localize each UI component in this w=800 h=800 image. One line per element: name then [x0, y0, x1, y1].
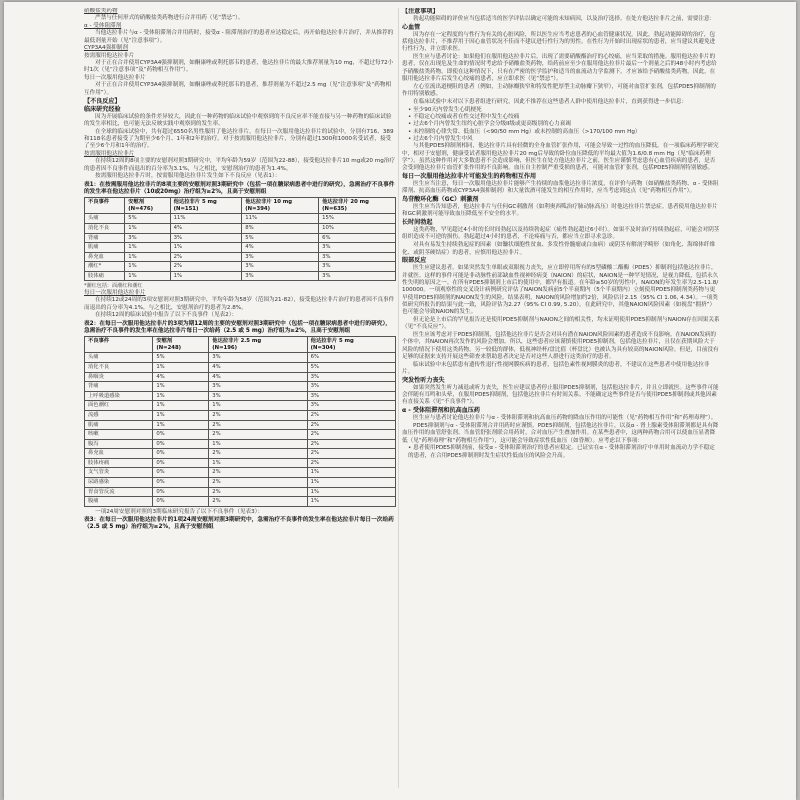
- incidence-cell: 1%: [307, 487, 395, 497]
- column-header: 安慰剂 (N=476): [125, 198, 170, 214]
- adverse-events-table-2: [84, 336, 396, 507]
- adverse-event-name: 咳嗽: [85, 430, 153, 440]
- incidence-cell: 8%: [242, 223, 319, 233]
- table-row: [85, 353, 396, 363]
- incidence-cell: 4%: [153, 372, 209, 382]
- table-2-body: [85, 353, 396, 507]
- left-end-section: [84, 509, 396, 532]
- section-heading: α - 受体阻滞剂和抗高血压药: [402, 407, 480, 415]
- incidence-cell: 1%: [170, 271, 242, 281]
- incidence-cell: 0%: [153, 430, 209, 440]
- left-intro-section: [84, 8, 396, 196]
- table-2-header-row: [85, 337, 396, 353]
- adverse-event-name: 鼻充血: [85, 252, 125, 262]
- paragraph: 医生应该考虑对于PDE5抑制剂，包括他达拉非片是否会对具有潜在NAION风险因素的患者造成不良影响。在NAION发病的个体中，其NAION再次发作的风险会增加。所以，这些患者应该谨慎使用PDE5抑制剂，包括他达拉非片，且仅在获期风险大于风险的情况下使用这类药物。另一较低的群体，低视神经杯/盘比值（杯盘比）也被认为具有较高的NAION风险。但是，目前没有足够的证据来支持开展这些筛查来帮助患者决定是否对这些人群进行这类治疗的患者。: [402, 331, 719, 360]
- bullet-item: • 患者使用PDE5抑制剂前，接受α - 受体阻滞剂治疗的患者应稳定。已证实在α - 受体阻滞剂治疗中单用时血流动力学不稳定的患者，在合用PDE5抑制剂时发生症状性低血压的风险会升高。: [408, 445, 715, 459]
- incidence-cell: 2%: [307, 458, 395, 468]
- incidence-cell: 2%: [307, 439, 395, 449]
- incidence-cell: 3%: [307, 382, 395, 392]
- column-header: 不良事件: [85, 337, 153, 353]
- adverse-event-name: 消化不良: [85, 362, 153, 372]
- table-row: [85, 233, 396, 243]
- incidence-cell: 1%: [209, 401, 307, 411]
- adverse-event-name: 鼻咽炎: [85, 372, 153, 382]
- table-row: [85, 223, 396, 233]
- incidence-cell: 4%: [170, 223, 242, 233]
- section-heading: 鸟苷酸环化酶（GC）刺激剂: [402, 196, 479, 204]
- paragraph: 当他达拉非片与α - 受体阻滞剂合并用药时，接受α - 阻滞剂治疗的患者应达稳定后，再开始他达拉非片治疗，并从推荐的最低剂量开始（见“注意事项”）。: [84, 30, 394, 44]
- paragraph: 在持续12或24周的3项安慰剂对照3期研究中，平均年龄为58岁（范围为21-82），接受他达拉非片治疗的患者因不良事件而退出的百分率为4.1%，与之相比，安慰剂治疗的患者为2.8%。: [84, 297, 395, 311]
- incidence-cell: 2%: [170, 262, 242, 272]
- bullet-item: • 不稳定心绞痛或者在性交过程中发生心绞痛: [408, 114, 520, 121]
- paragraph: 与其他PDE5抑制剂相同，他达拉非片具有轻微的全身血管扩张作用，可能会导致一过性的血压降低。在一项临床药理学研究中，相对于安慰剂，健康受试者服用他达拉非片20 mg后导致的卧位血压降低的平均最大值为1.6/0.8 mm Hg（见“临床药理学”）。虽然这种作用对大多数患者不会造成影响，但医生在处方他达拉非片之前，医生应谨慎考虑患有心血管疾病的患者，是否会受到他达拉非片血管扩张作用的不良影响。血压自主控制严重受损的患者，可能对血管扩张剂，包括PDE5抑制剂特别敏感。: [402, 143, 719, 172]
- table-row: [85, 458, 396, 468]
- incidence-cell: 2%: [209, 478, 307, 488]
- incidence-cell: 2%: [307, 410, 395, 420]
- incidence-cell: 1%: [125, 262, 170, 272]
- table-row: [85, 372, 396, 382]
- incidence-cell: 1%: [125, 252, 170, 262]
- incidence-cell: 11%: [170, 214, 242, 224]
- incidence-cell: 4%: [242, 243, 319, 253]
- incidence-cell: 1%: [125, 271, 170, 281]
- incidence-cell: 3%: [170, 233, 242, 243]
- adverse-event-name: 肢体痛: [85, 271, 125, 281]
- adverse-event-name: 肌痛: [85, 243, 125, 253]
- incidence-cell: 1%: [209, 439, 307, 449]
- bullet-item: • 过去6个月内曾发生纽约心脏学会分级II级或更高级别的心力衰竭: [408, 121, 571, 128]
- section-heading: 临床研究经验: [84, 105, 121, 113]
- adverse-event-name: 胃食管反流: [85, 487, 153, 497]
- column-header: 他达拉非片 10 mg (N=394): [242, 198, 319, 214]
- paragraph: 在持续12周的临床试验中报告了以下不良事件（见表2）：: [95, 312, 238, 319]
- paragraph: 对于正在合并使用CYP3A4强抑制剂，如酮康唑或利托那韦的患者，推荐剂量为不超过2.5 mg（见“注意事项”及“药物相互作用”）。: [84, 82, 392, 96]
- paragraph: 一项24周安慰剂对照的3期临床研究报告了以下不良事件（见表3）：: [95, 508, 264, 515]
- incidence-cell: 4%: [209, 362, 307, 372]
- section-heading: 突发性听力丧失: [402, 376, 445, 384]
- precautions-section: [402, 8, 720, 460]
- column-divider: [398, 8, 399, 788]
- incidence-cell: 3%: [242, 262, 319, 272]
- incidence-cell: 5%: [153, 353, 209, 363]
- incidence-cell: 0%: [153, 487, 209, 497]
- column-header: 他达拉非片 20 mg (N=635): [319, 198, 396, 214]
- incidence-cell: 3%: [307, 401, 395, 411]
- incidence-cell: 1%: [125, 223, 170, 233]
- subheading: CYP3A4强抑制剂: [84, 45, 128, 52]
- adverse-event-name: 支气管炎: [85, 468, 153, 478]
- paragraph: 医生应当注意，每日一次服用他达拉非片能够产生持续的血浆他达拉非片浓度，在评价与药物（如硝酸盐类药物、α - 受体阻滞剂、抗高血压药物或CYP3A4强抑制剂）和大量饮酒可能发生的相互作用时，应当考虑到这点（见“药物相互作用”）。: [402, 180, 719, 195]
- sub-subheading: 按需服用他达拉非片: [84, 52, 135, 59]
- incidence-cell: 1%: [153, 401, 209, 411]
- paragraph: 在全球的临床试验中，共有超过6550名男性服用了他达拉非片，在每日一次服用他达拉非片的试验中，分别有716、389和118名患者接受了为期至少6个月、1年和2年的治疗。对于按需服用他达拉非片，分别有超过1300和1000名受试者，接受了至少6个月和1年的治疗。: [84, 128, 394, 150]
- incidence-cell: 0%: [153, 439, 209, 449]
- section-heading: 长时间勃起: [402, 219, 433, 227]
- left-column: [84, 8, 396, 792]
- table-row: [85, 243, 396, 253]
- paragraph: 左心室流出道梗阻的患者（例如，主动脉瓣狭窄和特发性肥厚型主动脉瓣下狭窄），可能对血管扩张剂，包括PDE5抑制剂的作用特别敏感。: [402, 83, 716, 98]
- table-row: [85, 468, 396, 478]
- table-1-footnote: *潮红包括：面潮红和潮红: [84, 283, 143, 290]
- table-row: [85, 420, 396, 430]
- table-row: [85, 430, 396, 440]
- adverse-event-name: 流感: [85, 410, 153, 420]
- paragraph: 勃起功能障碍的评价应当包括适当的医学评估以确定可能的未知病因，以及治疗选择。在处方他达拉非片之前，需要注意：: [413, 16, 716, 22]
- incidence-cell: 2%: [209, 468, 307, 478]
- incidence-cell: 1%: [153, 382, 209, 392]
- incidence-cell: 1%: [307, 468, 395, 478]
- adverse-event-name: 面色潮红: [85, 401, 153, 411]
- table-row: [85, 410, 396, 420]
- paragraph: 对具有易发生持续勃起症的因素（如镰状细胞性贫血、多发性骨髓瘤或白血病）或阴茎有解剖学畸形（如角化、海绵体纤维化、或阴茎硬结症）的患者，应慎用他达拉非片。: [402, 242, 716, 256]
- incidence-cell: 3%: [209, 353, 307, 363]
- adverse-event-name: 肢体疼痛: [85, 458, 153, 468]
- bullet-item: • 至少90天内曾发生心肌梗死: [408, 106, 482, 113]
- incidence-cell: 2%: [209, 430, 307, 440]
- incidence-cell: 0%: [153, 497, 209, 507]
- incidence-cell: 15%: [319, 214, 396, 224]
- paragraph: 但无论是上市后的罕见报告还是使用PDE5抑制剂与NAION之间的相关性，均未证明使用PDE5抑制剂与NAION存在因果关系（见“不良反应”）。: [402, 316, 720, 331]
- section-heading: 眼部反应: [402, 257, 427, 265]
- incidence-cell: 3%: [307, 391, 395, 401]
- table-row: [85, 439, 396, 449]
- subheading: α - 受体阻滞剂: [84, 23, 122, 30]
- left-mid-section: [84, 290, 396, 335]
- incidence-cell: 0%: [153, 458, 209, 468]
- incidence-cell: 3%: [242, 252, 319, 262]
- paragraph: 医生应当告知患者，他达拉非片与任何GC刺激剂（如利奥西呱治疗肺动脉高压）时他达拉非片禁忌症。患者使用他达拉非片和GC刺激剂可能导致血压降低至不安全的水平。: [402, 204, 718, 218]
- section-heading: 【不良反应】: [84, 97, 121, 105]
- paragraph: 因为开展临床试验的条件差异较大，因此在一种药物的临床试验中观察到的不良反应率不能直接与另一种药物的临床试验的发生率相比，也可能无法反映实践中观察到的发生率。: [84, 113, 392, 127]
- section-heading: 每日一次服用他达拉非片可能发生的药物相互作用: [402, 172, 537, 180]
- column-header: 不良事件: [85, 198, 125, 214]
- incidence-cell: 3%: [209, 391, 307, 401]
- incidence-cell: 2%: [307, 420, 395, 430]
- adverse-event-name: 腹泻: [85, 439, 153, 449]
- incidence-cell: 5%: [242, 233, 319, 243]
- column-header: 他达拉非片 2.5 mg (N=196): [209, 337, 307, 353]
- column-header: 他达拉非片 5 mg (N=304): [307, 337, 395, 353]
- paragraph: 医生应与患者讨论他达拉非片与α - 受体阻滞剂和抗高血压药物的降血压作用的可能性（见“药物相互作用”和“药理毒理”）。: [413, 415, 717, 422]
- incidence-cell: 3%: [319, 252, 396, 262]
- section-heading: 【注意事项】: [402, 8, 439, 15]
- table-row: [85, 449, 396, 459]
- subheading: 硝酸盐类药物: [84, 8, 118, 14]
- table-row: [85, 382, 396, 392]
- sub-subheading: 每日一次服用他达拉非片: [84, 75, 146, 82]
- column-header: 他达拉非片 5 mg (N=151): [170, 198, 242, 214]
- paragraph: 这类药物，罕见超过4小时的长时间勃起以及持续勃起症（痛性勃起超过6小时）。如果不及时治疗持续勃起症，可能会对阴茎组织造成不可逆的损伤。勃起超过4小时的患者，不论疼痛与否，都应当立即寻求急诊。: [402, 227, 720, 241]
- incidence-cell: 3%: [307, 372, 395, 382]
- incidence-cell: 1%: [170, 243, 242, 253]
- table-row: [85, 401, 396, 411]
- incidence-cell: 1%: [307, 497, 395, 507]
- incidence-cell: 1%: [307, 478, 395, 488]
- bullet-item: • 过去6个月内曾发生中风: [408, 135, 473, 142]
- incidence-cell: 1%: [153, 420, 209, 430]
- incidence-cell: 3%: [125, 233, 170, 243]
- incidence-cell: 1%: [209, 458, 307, 468]
- table-row: [85, 271, 396, 281]
- table-row: [85, 391, 396, 401]
- incidence-cell: 3%: [319, 271, 396, 281]
- table-1-header-row: [85, 198, 396, 214]
- paragraph: 对于正在合并使用CYP3A4强抑制剂，如酮康唑或利托那韦的患者，他达拉非片的最大推荐剂量为10 mg，不超过每72小时1次（见“注意事项”及“药物相互作用”）。: [84, 60, 394, 74]
- incidence-cell: 3%: [242, 271, 319, 281]
- incidence-cell: 2%: [209, 497, 307, 507]
- adverse-event-name: 肌痛: [85, 420, 153, 430]
- paragraph: 在临床试验中未对以下患者组进行研究，因此不推荐在这些患者人群中使用他达拉非片，直到获得进一步信息：: [413, 98, 688, 105]
- incidence-cell: 0%: [153, 449, 209, 459]
- paragraph: 严禁与任何形式的硝酸盐类药物进行合并用药（见“禁忌”）。: [95, 15, 244, 22]
- table-caption: 表3：在每日一次服用他达拉非片的1项24周安慰剂对照3期研究中，急需治疗不良事件的发生率在他达拉非片每日一次给药（2.5 或 5 mg）治疗组为≥2%，且高于安慰剂组: [84, 517, 394, 531]
- table-caption: 表2：在每日一次服用他达拉非片的3项为期12周的主要的安慰剂对照3期研究中（包括一项在糖尿病患者中进行的研究），急需治疗不良事件的发生率在他达拉非片每日一次给药（2.5 或 5 mg）治疗组为≥2%，且高于安慰剂组: [84, 320, 391, 334]
- adverse-event-name: 腹痛: [85, 497, 153, 507]
- adverse-event-name: 背痛: [85, 233, 125, 243]
- incidence-cell: 10%: [319, 223, 396, 233]
- paragraph: PDE5抑制剂与α - 受体阻滞剂合并用药时应谨慎。PDE5抑制剂，包括他达拉非片，以及α - 肾上腺素受体阻滞剂都是具有降血压作用的血管舒张剂。当血管舒张剂联合用药时，合对血压产生叠加作用。在某些患者中，这两种药物合用可以使血压显著降低（见“药理毒理”和“药物相互作用”），这可能会导致症状性低血压（如昏厥）。应考虑以下事项：: [402, 422, 719, 444]
- incidence-cell: 2%: [307, 449, 395, 459]
- adverse-event-name: 消化不良: [85, 223, 125, 233]
- paragraph: 在持续12周的8项主要的安慰剂对照3期研究中，平均年龄为59岁（范围为22-88），接受他达拉非片10 mg或20 mg治疗的患者因不良事件而退出的百分率为3.1%，与之相比，安慰剂治疗的患者为1.4%。: [84, 158, 395, 172]
- adverse-event-name: 上呼吸道感染: [85, 391, 153, 401]
- section-heading: 心血管: [402, 23, 421, 31]
- adverse-event-name: 潮红*: [85, 262, 125, 272]
- incidence-cell: 5%: [125, 214, 170, 224]
- incidence-cell: 4%: [209, 372, 307, 382]
- table-row: [85, 497, 396, 507]
- table-row: [85, 262, 396, 272]
- incidence-cell: 1%: [153, 391, 209, 401]
- incidence-cell: 3%: [319, 262, 396, 272]
- incidence-cell: 0%: [153, 468, 209, 478]
- incidence-cell: 2%: [307, 430, 395, 440]
- incidence-cell: 3%: [319, 243, 396, 253]
- package-insert-page: [4, 2, 796, 800]
- incidence-cell: 3%: [209, 382, 307, 392]
- incidence-cell: 2%: [209, 420, 307, 430]
- incidence-cell: 1%: [125, 243, 170, 253]
- subheading: 每日一次服用他达拉非片: [84, 290, 146, 297]
- incidence-cell: 11%: [242, 214, 319, 224]
- bullet-item: • 未控制的心律失常、低血压（<90/50 mm Hg）或未控制的高血压（>170/100 mm Hg）: [408, 128, 641, 135]
- incidence-cell: 1%: [153, 410, 209, 420]
- incidence-cell: 2%: [209, 449, 307, 459]
- adverse-event-name: 鼻充血: [85, 449, 153, 459]
- adverse-events-table-1: [84, 197, 396, 281]
- incidence-cell: 6%: [319, 233, 396, 243]
- incidence-cell: 2%: [170, 252, 242, 262]
- paragraph: 临床试验中未包括患有遗传性退行性视网膜疾病的患者，包括色素性视网膜炎的患者，不建议在这些患者中使用他达拉非片。: [402, 361, 710, 375]
- paragraph: 医生应建议患者，如果突然发生单眼或双眼视力丧失，应立即停用所有的5型磷酸二酯酶（PDE5）抑制剂包括他达拉非片，并就医。这样的事件可能是非动脉性前部缺血性视神经病变（NAION）的症状，NAION是一种罕见情况，是视力降低，包括永久性失明的原因之一。在所有PDE5抑制剂上市后的使用中，都罕有报道。在年龄≥50岁的男性中，NAION的年发生率为2.5-11.8/100000。一项观察性的交叉设计病例研究评估了NAION发病前5个半衰期内（5个半衰期内）立刻使用PDE5抑制剂类药物与更早使用PDE5抑制剂的NAION发生的风险。结果表明，NAION的风险增加约2倍，风险估计2.15（95% CI 1.06, 4.34）。一项类似研究所报告的结果与此一致，风险评估为2.27（95% CI 0.99, 5.20）。在此研究中，其他NAION风险因素（如视盘“拥挤”）也可能会导致NAION的发生。: [402, 265, 719, 316]
- adverse-event-name: 背痛: [85, 382, 153, 392]
- incidence-cell: 2%: [209, 487, 307, 497]
- adverse-event-name: 头痛: [85, 214, 125, 224]
- incidence-cell: 0%: [153, 478, 209, 488]
- incidence-cell: 6%: [307, 353, 395, 363]
- incidence-cell: 2%: [209, 410, 307, 420]
- incidence-cell: 1%: [153, 362, 209, 372]
- paragraph: 因为存在一定程度的与性行为有关的心脏风险，所以医生应当考虑患者的心血管健康状况。因此，勃起功能障碍的治疗，包括他达拉非片，不推荐用于因心血管状况不佳而不建议进行性行为的男性。在性行为开始时出现症状的患者，应当建议其避免进行性行为，并立即求医。: [402, 31, 716, 53]
- paragraph: 按需服用他达拉非片时，按需服用他达拉非片发生如下不良反应（见表1）：: [95, 173, 281, 180]
- adverse-event-name: 头痛: [85, 353, 153, 363]
- right-column: [402, 8, 720, 792]
- table-row: [85, 362, 396, 372]
- subheading: 按需服用他达拉非片: [84, 151, 135, 158]
- table-row: [85, 487, 396, 497]
- adverse-event-name: 尿路感染: [85, 478, 153, 488]
- incidence-cell: 5%: [307, 362, 395, 372]
- table-caption: 表1：在按需服用他达拉非片的8项主要的安慰剂对照3期研究中（包括一项在糖尿病患者中进行的研究），急需治疗不良事件的发生率在他达拉非片（10或20mg）治疗组为≥2%，且高于安慰剂组: [84, 181, 395, 195]
- table-row: [85, 214, 396, 224]
- table-row: [85, 478, 396, 488]
- table-row: [85, 252, 396, 262]
- table-1-body: [85, 214, 396, 281]
- paragraph: 如果突然发生听力减退或听力丧失，医生应建议患者停止服用PDE5抑制剂，包括他达拉非片，并且立即就医。这些事件可能会伴随有耳鸣和头晕，在服用PDE5抑制剂，包括他达拉非片有时间关系。不能确定这些事件是否与使用PDE5抑制剂或其他因素有直接关系（见“不良事件”）。: [402, 384, 719, 406]
- paragraph: 医生应与患者讨论：如果他们在服用他达拉非片后，出现了需要硝酸酯治疗的心绞痛，应当采取的措施。服用他达拉非片的患者，仅在出现危及生命的情况时考虑给予硝酸盐类药物，给药前应至少在服用他达拉非片最后一个剂量之后的48小时内考虑给予硝酸盐类药物。即使在这种情况下，只有在严密的医学监护和适当的血流动力学监测下，才应该给予硝酸盐类药物。因此，在服用他达拉非片后发生心绞痛的患者，应立即求医（见“禁忌”）。: [402, 54, 717, 83]
- column-header: 安慰剂 (N=248): [153, 337, 209, 353]
